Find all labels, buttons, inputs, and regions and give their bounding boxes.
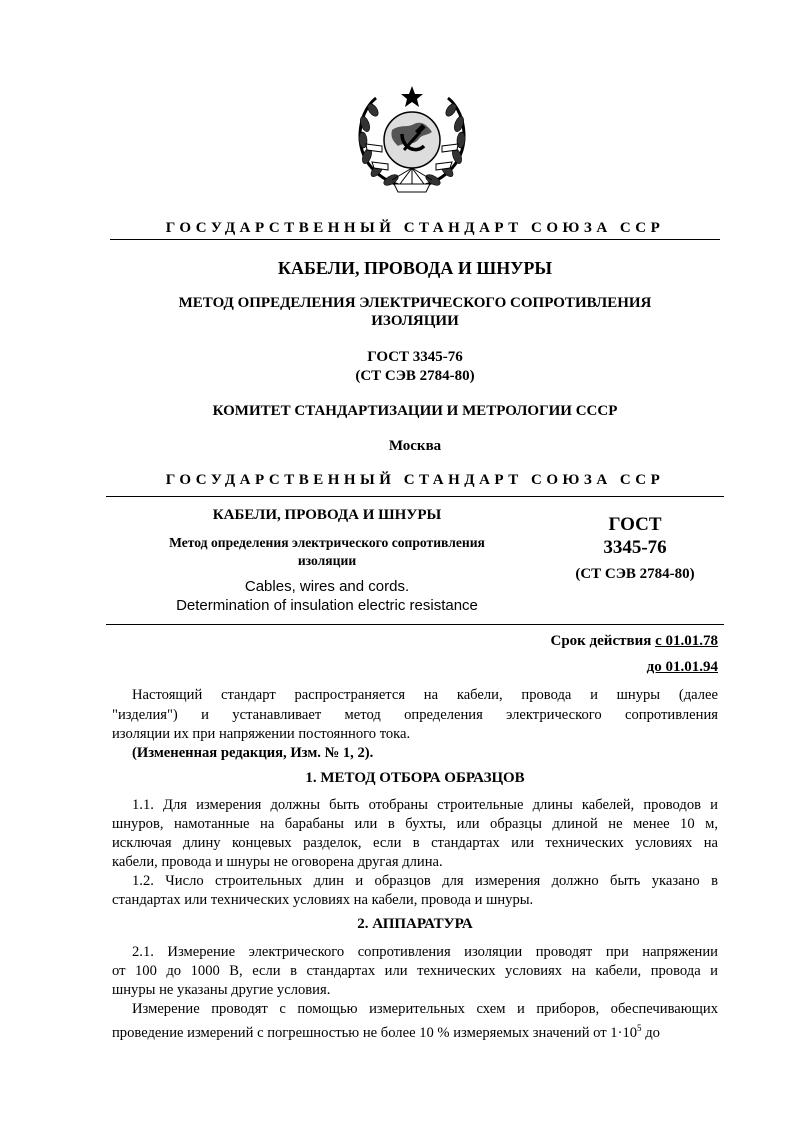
standard-header: ГОСУДАРСТВЕННЫЙ СТАНДАРТ СОЮЗА ССР — [165, 472, 665, 488]
cover-city: Москва — [388, 438, 442, 454]
english-title-line2: Determination of insulation electric resistance — [176, 597, 478, 614]
section2-p2-line1: Измерение проводят с помощью измерительных схем и приборов, обеспечивающих — [132, 1001, 718, 1017]
gost-st-sev: (СТ СЭВ 2784-80) — [575, 566, 695, 582]
section2-p2-line2 — [112, 1019, 718, 1043]
intro-line2: "изделия") и устанавливает метод определения электрического сопротивления — [112, 707, 718, 723]
validity-to-line — [647, 659, 718, 676]
section2-p2-line2-end: до — [641, 1024, 660, 1041]
validity-to: до 01.01.94 — [646, 659, 718, 675]
divider — [106, 624, 724, 625]
intro-line1: Настоящий стандарт распространяется на кабели, провода и шнуры (далее — [132, 687, 718, 703]
cover-subtitle-line1: МЕТОД ОПРЕДЕЛЕНИЯ ЭЛЕКТРИЧЕСКОГО СОПРОТИВЛЕНИЯ — [178, 295, 652, 311]
validity-from-line — [550, 633, 718, 650]
section2-heading: 2. АППАРАТУРА — [357, 916, 473, 932]
cover-st-sev: (СТ СЭВ 2784-80) — [355, 368, 475, 384]
divider — [110, 239, 720, 240]
validity-from: с 01.01.78 — [655, 633, 718, 649]
ussr-state-emblem-icon — [352, 84, 472, 196]
section1-p1-line4: кабели, провода и шнуры не оговорена другая длина. — [112, 854, 443, 870]
intro-line3: изоляции их при напряжении постоянного тока. — [112, 726, 411, 742]
english-title-line1: Cables, wires and cords. — [244, 578, 410, 595]
section1-p1-line3: исключая длину концевых разделок, если в стандартах или технических условиях на — [112, 835, 718, 851]
section1-p2-line1: 1.2. Число строительных длин и образцов для измерения должно быть указано в — [132, 873, 718, 889]
cover-committee: КОМИТЕТ СТАНДАРТИЗАЦИИ И МЕТРОЛОГИИ СССР — [212, 403, 618, 419]
cover-gost-number: ГОСТ 3345-76 — [367, 349, 463, 365]
method-line1: Метод определения электрического сопротивления — [169, 535, 485, 550]
section2-p2-line2-text: проведение измерений с погрешностью не более 10 % измеряемых значений от 1·10 — [112, 1024, 638, 1041]
section1-heading: 1. МЕТОД ОТБОРА ОБРАЗЦОВ — [305, 770, 525, 786]
method-line2: изоляции — [297, 553, 357, 568]
section2-p1-line2: от 100 до 1000 В, если в стандартах или технических условиях на кабели, провода и — [112, 963, 718, 979]
standard-title: КАБЕЛИ, ПРОВОДА И ШНУРЫ — [212, 507, 442, 523]
divider — [106, 496, 724, 497]
section1-p1-line1: 1.1. Для измерения должны быть отобраны строительные длины кабелей, проводов и — [132, 797, 718, 813]
cover-header: ГОСУДАРСТВЕННЫЙ СТАНДАРТ СОЮЗА ССР — [165, 220, 665, 236]
gost-label: ГОСТ — [608, 514, 662, 535]
section1-p1-line2: шнуров, намотанные на барабаны или в бухты, или образцы длиной не менее 10 м, — [112, 816, 718, 832]
amendment-note: (Измененная редакция, Изм. № 1, 2). — [132, 745, 374, 761]
section2-p1-line1: 2.1. Измерение электрического сопротивления изоляции проводят при напряжении — [132, 944, 718, 960]
gost-number: 3345-76 — [603, 537, 667, 558]
validity-label: Срок действия — [550, 633, 652, 649]
cover-title: КАБЕЛИ, ПРОВОДА И ШНУРЫ — [277, 258, 553, 278]
section1-p2-line2: стандартах или технических условиях на кабели, провода и шнуры. — [112, 892, 534, 908]
cover-subtitle-line2: ИЗОЛЯЦИИ — [371, 313, 459, 329]
section2-p1-line3: шнуры не указаны другие условия. — [112, 982, 331, 998]
superscript: 5 — [637, 1023, 642, 1033]
